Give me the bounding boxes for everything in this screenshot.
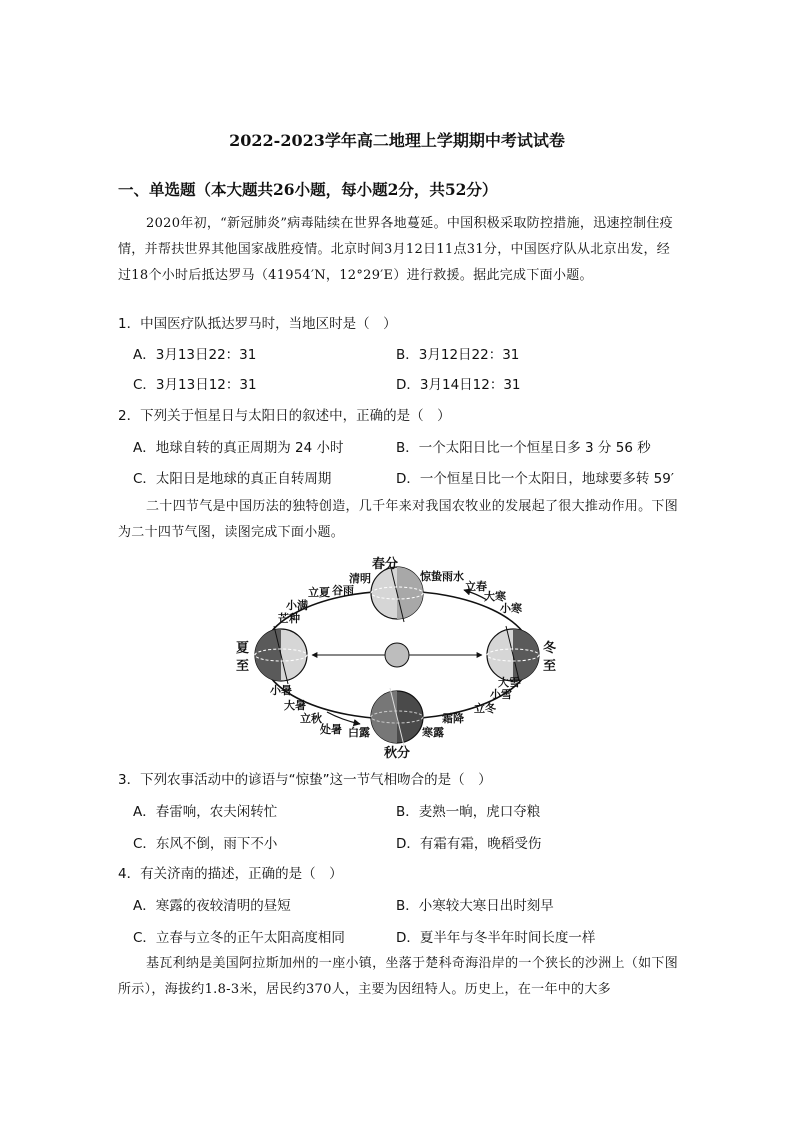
earth-autumn-icon <box>371 688 423 746</box>
term-xiaoshu: 小暑 <box>270 684 292 697</box>
term-guyu: 谷雨 <box>332 584 354 597</box>
term-bailu: 白露 <box>348 726 370 739</box>
label-winter-solstice-1: 冬 <box>543 641 557 656</box>
term-lidong: 立冬 <box>474 702 496 715</box>
question-3-option-b: B．麦熟一晌，虎口夺粮 <box>396 804 541 820</box>
term-shuangjiang: 霜降 <box>442 712 464 725</box>
label-spring-equinox: 春分 <box>372 557 399 572</box>
question-3-stem: 3．下列农事活动中的谚语与“惊蛰”这一节气相吻合的是（ ） <box>118 772 492 788</box>
term-dahan: 大寒 <box>484 590 506 603</box>
label-summer-solstice-2: 至 <box>236 659 250 674</box>
intro-paragraph-3: 基瓦利纳是美国阿拉斯加州的一座小镇，坐落于楚科奇海沿岸的一个狭长的沙洲上（如下图所示），海拔约1.8-3米，居民约370人，主要为因纽特人。历史上，在一年中的大多 <box>118 956 679 997</box>
term-hanlu: 寒露 <box>422 726 444 739</box>
earth-spring-icon <box>371 564 423 622</box>
term-xiaohan: 小寒 <box>500 602 522 615</box>
term-mangzhong: 芒种 <box>278 612 300 625</box>
question-4-stem: 4．有关济南的描述，正确的是（ ） <box>118 866 343 882</box>
question-2-option-b: B．一个太阳日比一个恒星日多 3 分 56 秒 <box>396 440 651 456</box>
label-winter-solstice-2: 至 <box>543 659 557 674</box>
intro-paragraph-2: 二十四节气是中国历法的独特创造，几千年来对我国农牧业的发展起了很大推动作用。下图为二十四节气图，读图完成下面小题。 <box>118 499 679 540</box>
term-qingming: 清明 <box>349 572 371 585</box>
solar-terms-diagram <box>232 552 572 762</box>
page-title: 2022-2023学年高二地理上学期期中考试试卷 <box>229 131 565 150</box>
label-summer-solstice-1: 夏 <box>236 641 250 656</box>
question-1-option-b: B．3月12日22：31 <box>396 347 520 363</box>
term-xiaoman: 小满 <box>286 599 308 612</box>
term-yushui: 雨水 <box>442 570 464 583</box>
question-1-stem: 1．中国医疗队抵达罗马时，当地区时是（ ） <box>118 316 397 332</box>
term-xiaoxue: 小雪 <box>490 688 512 701</box>
term-daxue: 大雪 <box>498 676 520 689</box>
question-2-option-c: C．太阳日是地球的真正自转周期 <box>133 471 332 487</box>
intro-paragraph-1: 2020年初，“新冠肺炎”病毒陆续在世界各地蔓延。中国积极采取防控措施，迅速控制住疫情，并帮扶世界其他国家战胜疫情。北京时间3月12日11点31分，中国医疗队从北京出发，经过18个小时后抵达罗马（41954′N，12°29′E）进行救援。据此完成下面小题。 <box>118 216 673 283</box>
term-liqiu: 立秋 <box>300 712 322 725</box>
sun-icon <box>385 643 409 667</box>
earth-summer-icon <box>255 626 307 684</box>
question-2-option-a: A．地球自转的真正周期为 24 小时 <box>133 440 344 456</box>
question-1-option-d: D．3月14日12：31 <box>396 377 521 393</box>
term-lixia: 立夏 <box>308 586 330 599</box>
question-2-stem: 2．下列关于恒星日与太阳日的叙述中，正确的是（ ） <box>118 408 451 424</box>
question-3-option-d: D．有霜有霜，晚稻受伤 <box>396 836 542 852</box>
term-chushu: 处暑 <box>320 723 342 736</box>
question-4-option-b: B．小寒较大寒日出时刻早 <box>396 898 554 914</box>
question-1-option-c: C．3月13日12：31 <box>133 377 257 393</box>
term-dashu: 大暑 <box>284 699 306 712</box>
solar-terms-figure <box>232 552 572 762</box>
question-1-option-a: A．3月13日22：31 <box>133 347 257 363</box>
section-heading: 一、单选题（本大题共26小题，每小题2分，共52分） <box>118 180 498 199</box>
question-2-option-d: D．一个恒星日比一个太阳日，地球要多转 59′ <box>396 471 674 487</box>
label-autumn-equinox: 秋分 <box>384 746 411 761</box>
question-4-option-a: A．寒露的夜较清明的昼短 <box>133 898 291 914</box>
question-3-option-c: C．东风不倒，雨下不小 <box>133 836 278 852</box>
question-3-option-a: A．春雷响，农夫闲转忙 <box>133 804 278 820</box>
term-lichun: 立春 <box>465 580 487 593</box>
question-4-option-c: C．立春与立冬的正午太阳高度相同 <box>133 930 345 946</box>
term-jingzhe: 惊蛰 <box>420 570 442 583</box>
question-4-option-d: D．夏半年与冬半年时间长度一样 <box>396 930 596 946</box>
